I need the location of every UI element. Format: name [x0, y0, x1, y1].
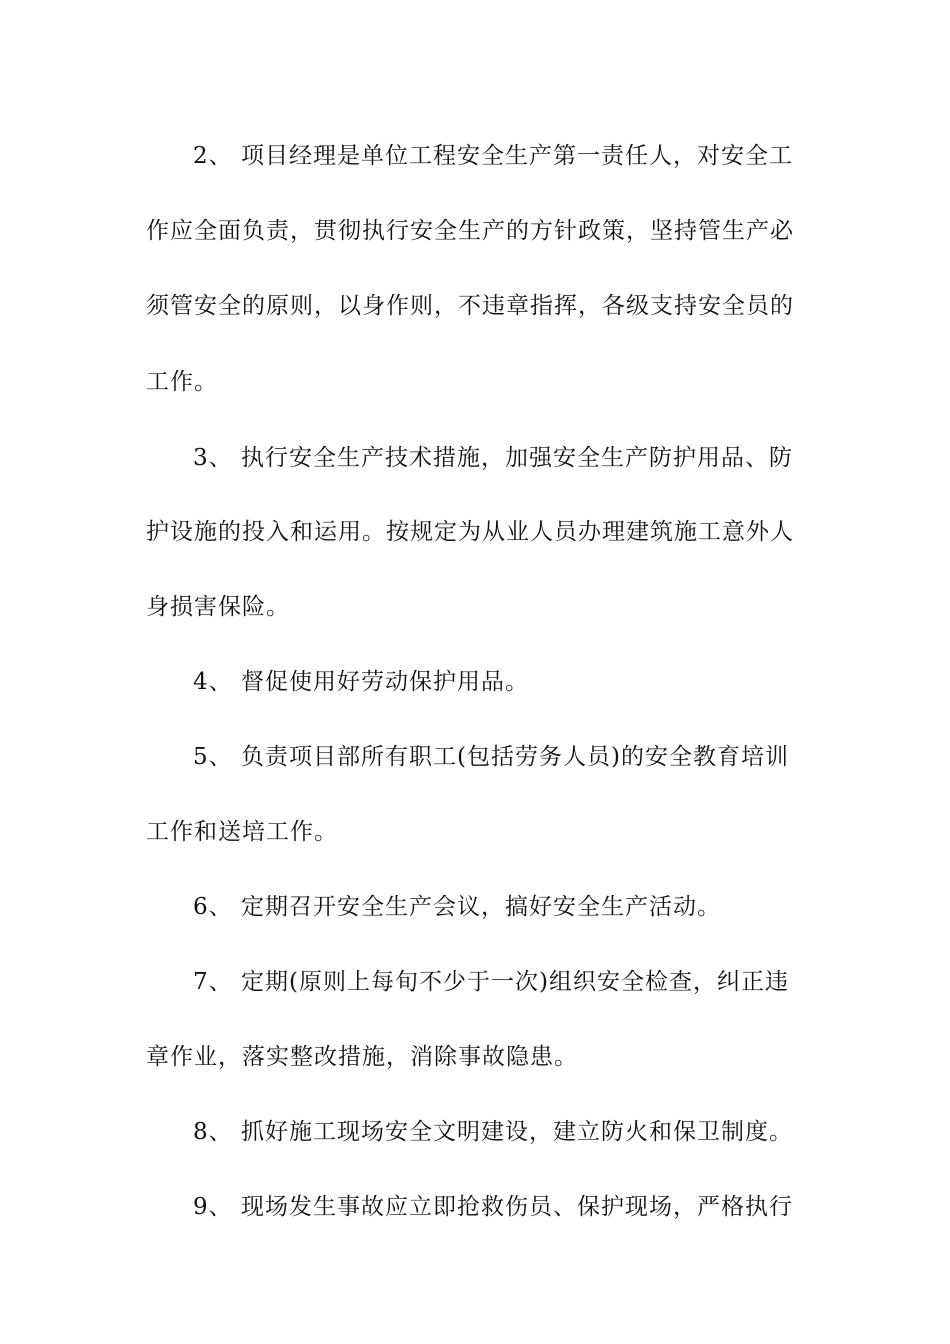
item-8-line-1: [193, 1117, 793, 1147]
item-3-line-2: 护设施的投入和运用。按规定为从业人员办理建筑施工意外人: [146, 519, 794, 545]
item-9-line-1: [193, 1192, 793, 1222]
item-2-line-2: 作应全面负责，贯彻执行安全生产的方针政策，坚持管生产必: [146, 218, 794, 244]
item-4-line-1: [193, 667, 529, 697]
item-6-line-1: [193, 892, 721, 922]
item-number: 9、: [193, 1194, 233, 1220]
item-text: 定期(原则上每旬不少于一次)组织安全检查，纠正违: [241, 969, 789, 995]
item-2-line-1: [193, 141, 793, 171]
item-text: 抓好施工现场安全文明建设，建立防火和保卫制度。: [241, 1119, 793, 1145]
item-number: 8、: [193, 1119, 233, 1145]
item-text: 现场发生事故应立即抢救伤员、保护现场，严格执行: [241, 1194, 793, 1220]
item-5-line-1: [193, 742, 789, 772]
item-number: 4、: [193, 669, 233, 695]
item-2-line-3: 须管安全的原则，以身作则，不违章指挥，各级支持安全员的: [146, 293, 794, 319]
item-text: 定期召开安全生产会议，搞好安全生产活动。: [241, 894, 721, 920]
item-number: 6、: [193, 894, 233, 920]
item-number: 7、: [193, 969, 233, 995]
item-number: 5、: [193, 744, 233, 770]
item-text: 项目经理是单位工程安全生产第一责任人，对安全工: [241, 143, 793, 169]
item-2-line-4: 工作。: [146, 369, 218, 395]
item-text: 督促使用好劳动保护用品。: [241, 669, 529, 695]
item-number: 2、: [193, 143, 233, 169]
item-7-line-1: [193, 967, 789, 997]
item-text: 执行安全生产技术措施，加强安全生产防护用品、防: [241, 445, 793, 471]
item-3-line-1: [193, 443, 793, 473]
item-3-line-3: 身损害保险。: [146, 594, 290, 620]
item-7-line-2: 章作业，落实整改措施，消除事故隐患。: [146, 1044, 578, 1070]
item-text: 负责项目部所有职工(包括劳务人员)的安全教育培训: [241, 744, 789, 770]
item-number: 3、: [193, 445, 233, 471]
item-5-line-2: 工作和送培工作。: [146, 819, 338, 845]
